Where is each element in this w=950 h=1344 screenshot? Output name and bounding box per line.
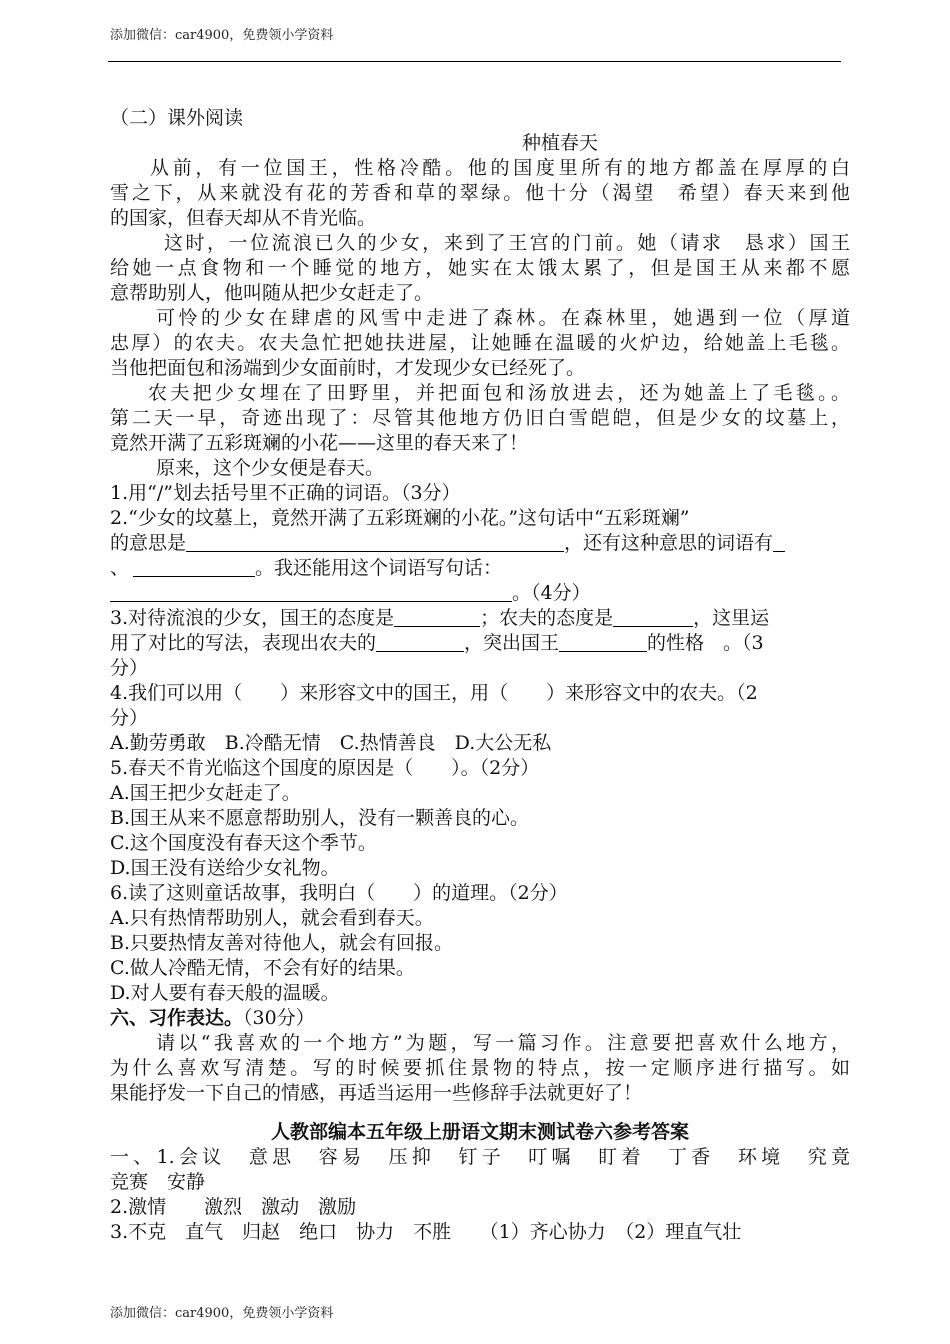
q3-text-e: ，突出国王 <box>464 632 560 654</box>
para2-line1: 这时，一位流浪已久的少女，来到了王宫的门前。她（请求 恳求）国王 <box>164 232 850 254</box>
question-4-options: A.勤劳勇敢 B.冷酷无情 C.热情善良 D.大公无私 <box>110 732 552 754</box>
question-5-option-c: C.这个国度没有春天这个季节。 <box>110 832 377 854</box>
page-footer: 添加微信：car4900，免费领小学资料 <box>110 1306 334 1321</box>
question-5: 5.春天不肯光临这个国度的原因是（ ）。（2分） <box>110 757 540 779</box>
q3-blank-farmer-trait[interactable] <box>376 633 464 652</box>
question-2-line1: 2.“少女的坟墓上，竟然开满了五彩斑斓的小花。”这句话中“五彩斑斓” <box>110 507 690 529</box>
q3-blank-king[interactable] <box>394 608 480 627</box>
para3-line1: 可怜的少女在肆虐的风雪中走进了森林。在森林里，她遇到一位（厚道 <box>156 307 850 329</box>
para4-line3: 竟然开满了五彩斑斓的小花——这里的春天来了！ <box>110 432 529 454</box>
question-4-line2: 分） <box>110 707 149 729</box>
document-body <box>110 106 850 1245</box>
question-3-line3: 分） <box>110 657 149 679</box>
q3-blank-farmer[interactable] <box>613 608 693 627</box>
question-5-option-b: B.国王从来不愿意帮助别人，没有一颗善良的心。 <box>110 807 530 829</box>
question-3-line2 <box>110 631 850 656</box>
writing-line3: 果能抒发一下自己的情感，再适当运用一些修辞手法就更好了！ <box>110 1082 643 1104</box>
answer-1-line2: 竞赛 安静 <box>110 1171 206 1193</box>
q2-text-b: ，还有这种意思的词语有 <box>564 532 774 554</box>
q3-text-c: ，这里运 <box>693 607 770 629</box>
q3-text-a: 3.对待流浪的少女，国王的态度是 <box>110 607 395 629</box>
q2-text-c: 、 <box>110 557 130 579</box>
writing-heading-line <box>110 1006 850 1031</box>
q2-blank-word1[interactable] <box>773 533 785 552</box>
q3-text-f: 的性格 。（3 <box>647 632 764 654</box>
para2-line3: 意帮助别人，他叫随从把少女赶走了。 <box>110 282 434 304</box>
para5: 原来，这个少女便是春天。 <box>156 457 385 479</box>
q2-blank-meaning[interactable] <box>186 533 564 552</box>
answer-2: 2.激情 激烈 激动 激励 <box>110 1196 357 1218</box>
para3-line3: 当他把面包和汤端到少女面前时，才发现少女已经死了。 <box>110 357 586 379</box>
answers-title: 人教部编本五年级上册语文期末测试卷六参考答案 <box>270 1121 689 1143</box>
writing-line1: 请以“我喜欢的一个地方”为题，写一篇习作。注意要把喜欢什么地方， <box>156 1032 850 1054</box>
para3-line2: 忠厚）的农夫。农夫急忙把她扶进屋，让她睡在温暖的火炉边，给她盖上毛毯。 <box>110 332 850 354</box>
q2-blank-sentence[interactable] <box>110 583 512 602</box>
question-6-option-a: A.只有热情帮助别人，就会看到春天。 <box>110 907 434 929</box>
story-title-text: 种植春天 <box>521 132 598 154</box>
question-2-line4 <box>110 581 850 606</box>
question-6-option-d: D.对人要有春天般的温暖。 <box>110 982 340 1004</box>
para1-line3: 的国家，但春天却从不肯光临。 <box>110 207 377 229</box>
question-4-line1: 4.我们可以用（ ）来形容文中的国王，用（ ）来形容文中的农夫。（2 <box>110 682 758 704</box>
q3-text-b: ；农夫的态度是 <box>480 607 614 629</box>
para4-line2: 第二天一早，奇迹出现了：尽管其他地方仍旧白雪皑皑，但是少女的坟墓上， <box>110 407 850 429</box>
header-divider <box>108 61 841 62</box>
question-1: 1.用“/”划去括号里不正确的词语。（3分） <box>110 482 461 504</box>
answer-3: 3.不克 直气 归赵 绝口 协力 不胜 （1）齐心协力 （2）理直气壮 <box>110 1221 742 1243</box>
writing-points: （30分） <box>243 1007 315 1029</box>
answer-1-line1: 一、1.会议 意思 容易 压抑 钉子 叮嘱 盯着 丁香 环境 究竟 <box>110 1146 850 1168</box>
para1-line1: 从前，有一位国王，性格冷酷。他的国度里所有的地方都盖在厚厚的白 <box>150 157 850 179</box>
writing-line2: 为什么喜欢写清楚。写的时候要抓住景物的特点，按一定顺序进行描写。如 <box>110 1057 850 1079</box>
spacer <box>110 1106 850 1120</box>
q2-blank-word2[interactable] <box>133 558 255 577</box>
question-6-option-c: C.做人冷酷无情，不会有好的结果。 <box>110 957 415 979</box>
question-2-line2 <box>110 531 850 556</box>
q2-text-e: 。（4分） <box>512 582 591 604</box>
question-5-option-d: D.国王没有送给少女礼物。 <box>110 857 340 879</box>
question-5-option-a: A.国王把少女赶走了。 <box>110 782 301 804</box>
q2-text-a: 的意思是 <box>110 532 187 554</box>
page-header: 添加微信：car4900，免费领小学资料 <box>110 28 334 43</box>
q3-blank-king-trait[interactable] <box>559 633 647 652</box>
section-label: （二）课外阅读 <box>110 107 244 129</box>
question-6-option-b: B.只要热情友善对待他人，就会有回报。 <box>110 932 454 954</box>
story-title <box>110 131 850 156</box>
para2-line2: 给她一点食物和一个睡觉的地方，她实在太饿太累了，但是国王从来都不愿 <box>110 257 850 279</box>
question-6: 6.读了这则童话故事，我明白（ ）的道理。（2分） <box>110 882 568 904</box>
writing-heading: 六、习作表达。 <box>110 1007 244 1029</box>
question-2-line3 <box>110 556 850 581</box>
question-3-line1 <box>110 606 850 631</box>
q3-text-d: 用了对比的写法，表现出农夫的 <box>110 632 377 654</box>
para1-line2: 雪之下，从来就没有花的芳香和草的翠绿。他十分（渴望 希望）春天来到他 <box>110 182 850 204</box>
q2-text-d: 。我还能用这个词语写句话： <box>255 557 503 579</box>
para4-line1: 农夫把少女埋在了田野里，并把面包和汤放进去，还为她盖上了毛毯。。 <box>148 382 850 404</box>
